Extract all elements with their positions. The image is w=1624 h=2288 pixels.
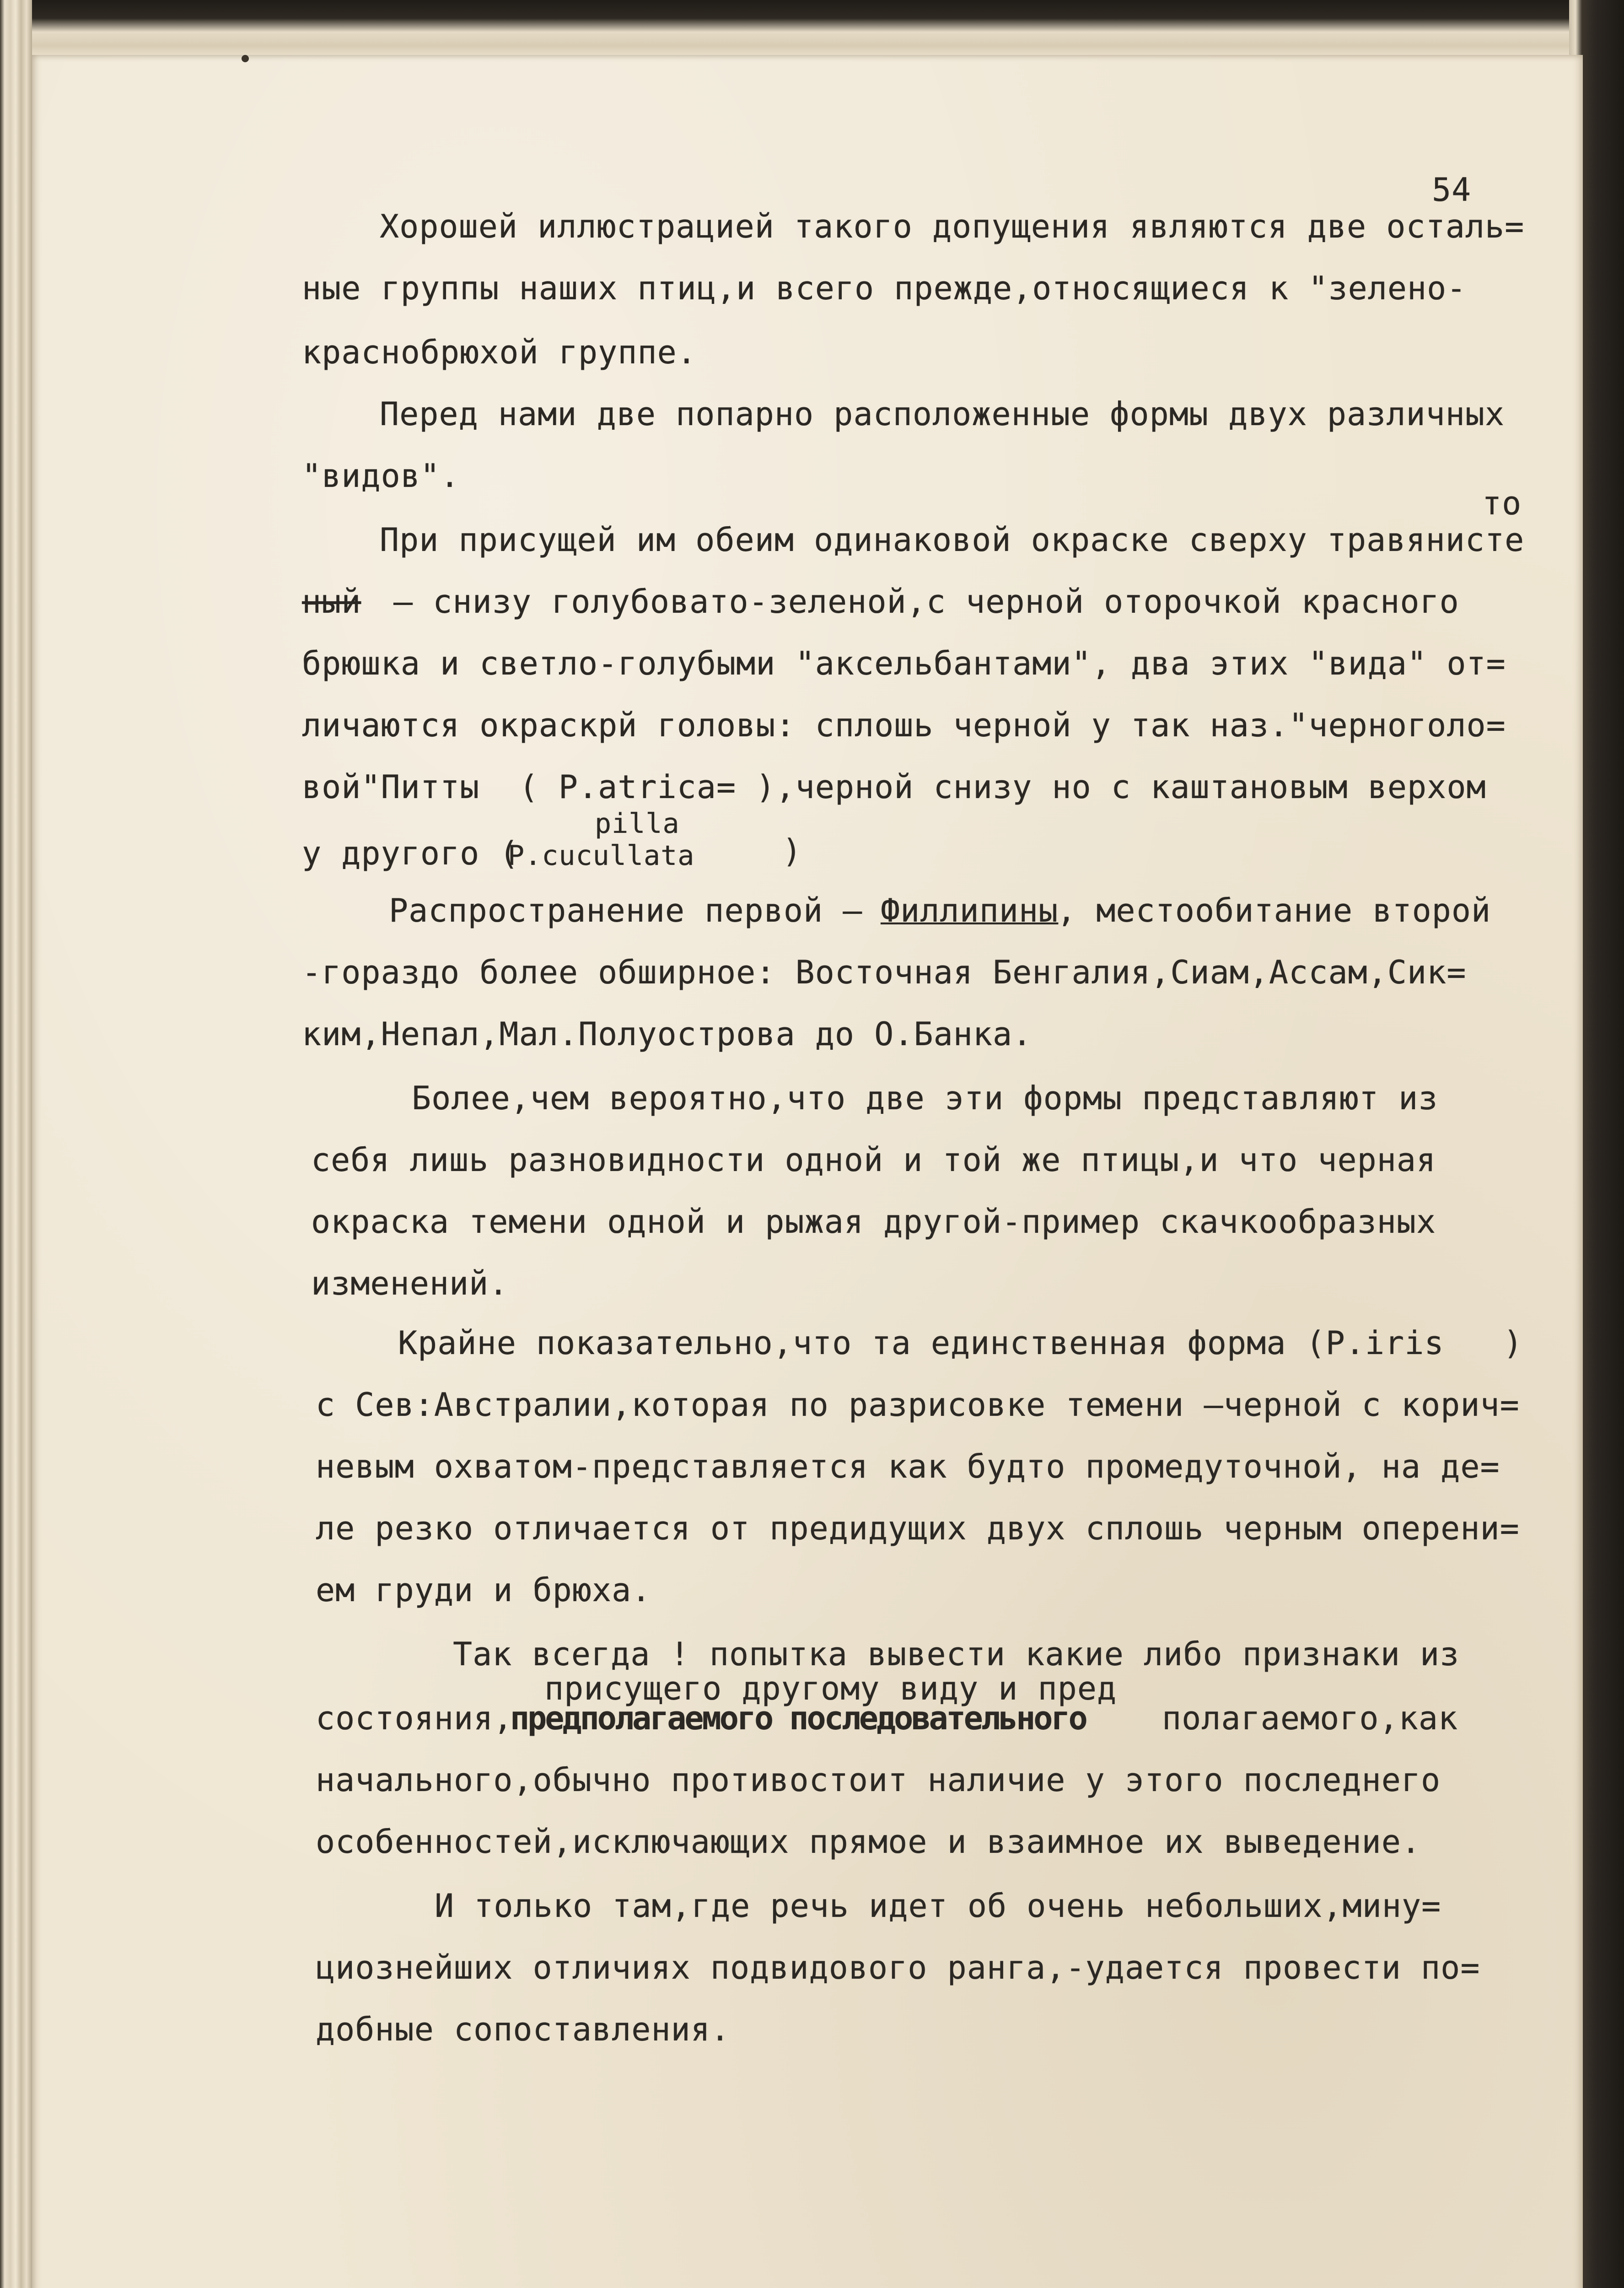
text-line-23: ем груди и брюха. [316, 1571, 651, 1609]
text-line-25-start: состояния, [316, 1700, 513, 1737]
text-line-18: изменений. [311, 1265, 509, 1302]
text-line-20: с Сев:Австралии,которая по разрисовке темени –черной с корич= [316, 1386, 1520, 1424]
text-line-1: Хорошей иллюстрацией такого допущения являются две осталь= [380, 208, 1525, 245]
text-line-19: Крайне показательно,что та единственная форма (P.iris ) [398, 1324, 1523, 1362]
text-line-4: Перед нами две попарно расположенные формы двух различных [380, 395, 1505, 433]
text-line-26: начального,обычно противостоит наличие у этого последнего [316, 1761, 1441, 1799]
text-line-12-end: , местообитание второй [1057, 892, 1491, 929]
underlined-word-philippines: Филлипины [881, 892, 1059, 929]
text-line-12-start: Распространение первой – [389, 892, 882, 929]
text-line-29: циознейших отличиях подвидового ранга,-удается провести по= [316, 1949, 1480, 1986]
text-line-3: краснобрюхой группе. [302, 334, 697, 371]
text-line-5: "видов". [302, 457, 460, 495]
closing-parenthesis: ) [782, 832, 802, 870]
text-line-13: -гораздо более обширное: Восточная Бенгалия,Сиам,Ассам,Сик= [302, 954, 1467, 991]
species-name-cucullata: P.cucullata [508, 840, 695, 872]
text-line-10: вой"Питты ( P.atrica= ),черной снизу но с каштановым верхом [302, 768, 1486, 806]
page-number: 54 [1432, 171, 1472, 209]
scanner-top-edge [27, 0, 1583, 59]
text-line-14: ким,Непал,Мал.Полуострова до О.Банка. [302, 1015, 1032, 1053]
text-line-27: особенностей,исключающих прямое и взаимное их выведение. [316, 1823, 1421, 1861]
text-line-2: ные группы наших птиц,и всего прежде,относящиеся к "зелено- [302, 270, 1467, 307]
text-line-11: у другого ( [302, 835, 519, 872]
text-line-17: окраска темени одной и рыжая другой-пример скачкообразных [311, 1203, 1436, 1241]
text-line-28: И только там,где речь идет об очень небольших,мину= [435, 1887, 1441, 1925]
text-line-7: – снизу голубовато-зеленой,с черной оторочкой красного [393, 583, 1459, 621]
insertion-pilla: pilla [595, 808, 680, 840]
punch-hole-mark [242, 55, 249, 62]
struck-word-line-7: ный [302, 583, 361, 621]
text-line-16: себя лишь разновидности одной и той же птицы,и что черная [311, 1141, 1436, 1179]
overtyped-struck-text: предполагаемого последовательного [510, 1700, 1086, 1737]
inserted-line-above: присущего другому виду и пред [544, 1670, 1117, 1707]
text-line-8: брюшка и светло-голубыми "аксельбантами", два этих "вида" от= [302, 645, 1506, 682]
text-line-21: невым охватом-представляется как будто промедуточной, на де= [316, 1448, 1500, 1485]
text-line-9: личаются окраскрй головы: сплошь черной у так наз."черноголо= [302, 707, 1506, 744]
text-line-15: Более,чем вероятно,что две эти формы представляют из [412, 1079, 1438, 1117]
insertion-to: то [1482, 485, 1522, 522]
text-line-6: При присущей им обеим одинаковой окраске сверху травянисте [380, 521, 1525, 559]
text-line-30: добные сопоставления. [316, 2011, 731, 2048]
page-stack-left-edge [0, 0, 32, 2288]
text-line-22: ле резко отличается от предидущих двух сплошь черным оперени= [316, 1510, 1520, 1547]
text-line-24: Так всегда ! попытка вывести какие либо признаки из [453, 1635, 1460, 1673]
text-line-25-end: полагаемого,как [1162, 1700, 1458, 1737]
